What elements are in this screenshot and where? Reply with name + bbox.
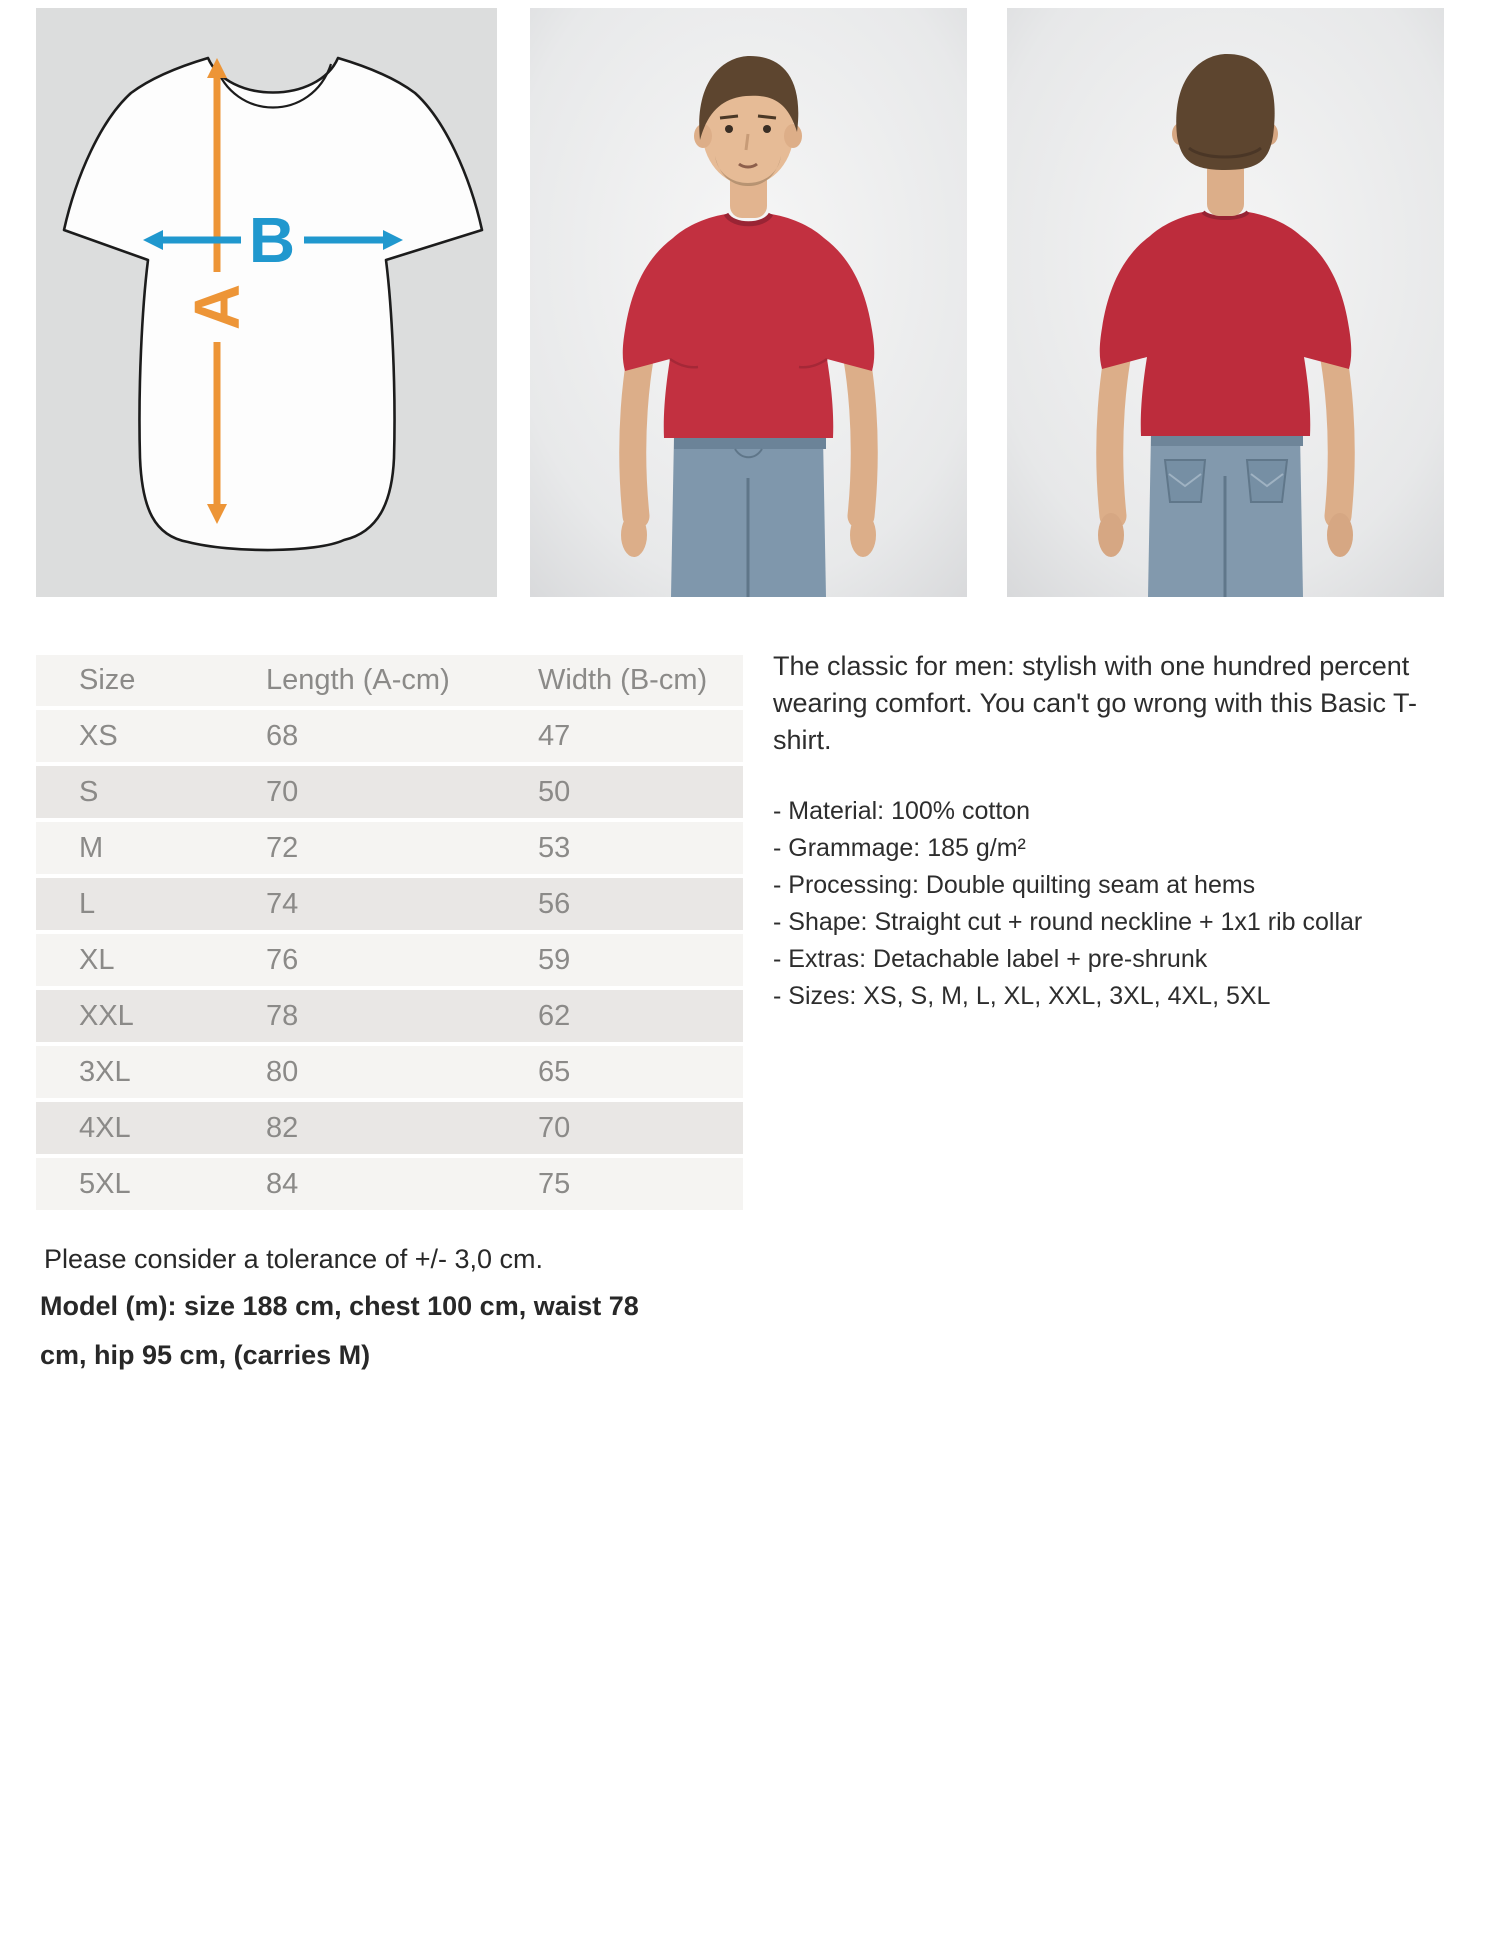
spec-item: - Shape: Straight cut + round neckline + 1x1 rib collar	[773, 908, 1363, 936]
cell-size: XL	[36, 932, 265, 988]
cell-length: 72	[265, 820, 537, 876]
model-measurements-note: Model (m): size 188 cm, chest 100 cm, waist 78 cm, hip 95 cm, (carries M)	[40, 1291, 639, 1370]
tshirt-diagram-svg	[36, 8, 497, 597]
spec-item: - Grammage: 185 g/m²	[773, 834, 1026, 862]
cell-length: 74	[265, 876, 537, 932]
cell-length: 68	[265, 708, 537, 764]
cell-size: 3XL	[36, 1044, 265, 1100]
spec-item: - Material: 100% cotton	[773, 797, 1031, 825]
tshirt-measurement-diagram	[36, 8, 497, 597]
cell-width: 75	[537, 1156, 743, 1212]
cell-size: S	[36, 764, 265, 820]
cell-width: 62	[537, 988, 743, 1044]
table-row	[36, 876, 743, 932]
cell-width: 70	[537, 1100, 743, 1156]
cell-width: 65	[537, 1044, 743, 1100]
cell-length: 80	[265, 1044, 537, 1100]
model-back-svg	[1007, 8, 1444, 597]
spec-item: - Processing: Double quilting seam at hems	[773, 871, 1256, 899]
tolerance-note: Please consider a tolerance of +/- 3,0 cm.	[44, 1244, 544, 1274]
cell-size: XS	[36, 708, 265, 764]
notes-block	[40, 1240, 740, 1380]
product-description-intro: The classic for men: stylish with one hundred percent wearing comfort. You can't go wrong with this Basic T-shirt.	[773, 651, 1417, 755]
spec-item: - Extras: Detachable label + pre-shrunk	[773, 945, 1208, 973]
table-row	[36, 932, 743, 988]
cell-width: 53	[537, 820, 743, 876]
table-row	[36, 1100, 743, 1156]
col-header-size: Size	[36, 655, 265, 708]
model-photo-front	[530, 8, 967, 597]
table-row	[36, 1044, 743, 1100]
label-a: A	[181, 283, 253, 331]
table-row	[36, 708, 743, 764]
cell-size: M	[36, 820, 265, 876]
cell-length: 84	[265, 1156, 537, 1212]
cell-size: 5XL	[36, 1156, 265, 1212]
cell-width: 47	[537, 708, 743, 764]
col-header-width: Width (B-cm)	[537, 655, 743, 708]
cell-size: L	[36, 876, 265, 932]
size-table-body	[36, 708, 743, 1212]
cell-size: 4XL	[36, 1100, 265, 1156]
table-row	[36, 988, 743, 1044]
cell-length: 76	[265, 932, 537, 988]
table-row	[36, 820, 743, 876]
cell-width: 59	[537, 932, 743, 988]
label-b: B	[248, 204, 296, 276]
size-chart-table	[36, 655, 743, 1214]
cell-width: 56	[537, 876, 743, 932]
table-row	[36, 1156, 743, 1212]
cell-length: 82	[265, 1100, 537, 1156]
col-header-length: Length (A-cm)	[265, 655, 537, 708]
cell-size: XXL	[36, 988, 265, 1044]
cell-length: 78	[265, 988, 537, 1044]
table-header-row	[36, 655, 743, 708]
cell-width: 50	[537, 764, 743, 820]
model-front-svg	[530, 8, 967, 597]
spec-item: - Sizes: XS, S, M, L, XL, XXL, 3XL, 4XL, 5XL	[773, 982, 1271, 1010]
table-row	[36, 764, 743, 820]
cell-length: 70	[265, 764, 537, 820]
product-description-block	[773, 648, 1473, 1015]
model-photo-back	[1007, 8, 1444, 597]
spec-list	[773, 793, 1473, 1015]
